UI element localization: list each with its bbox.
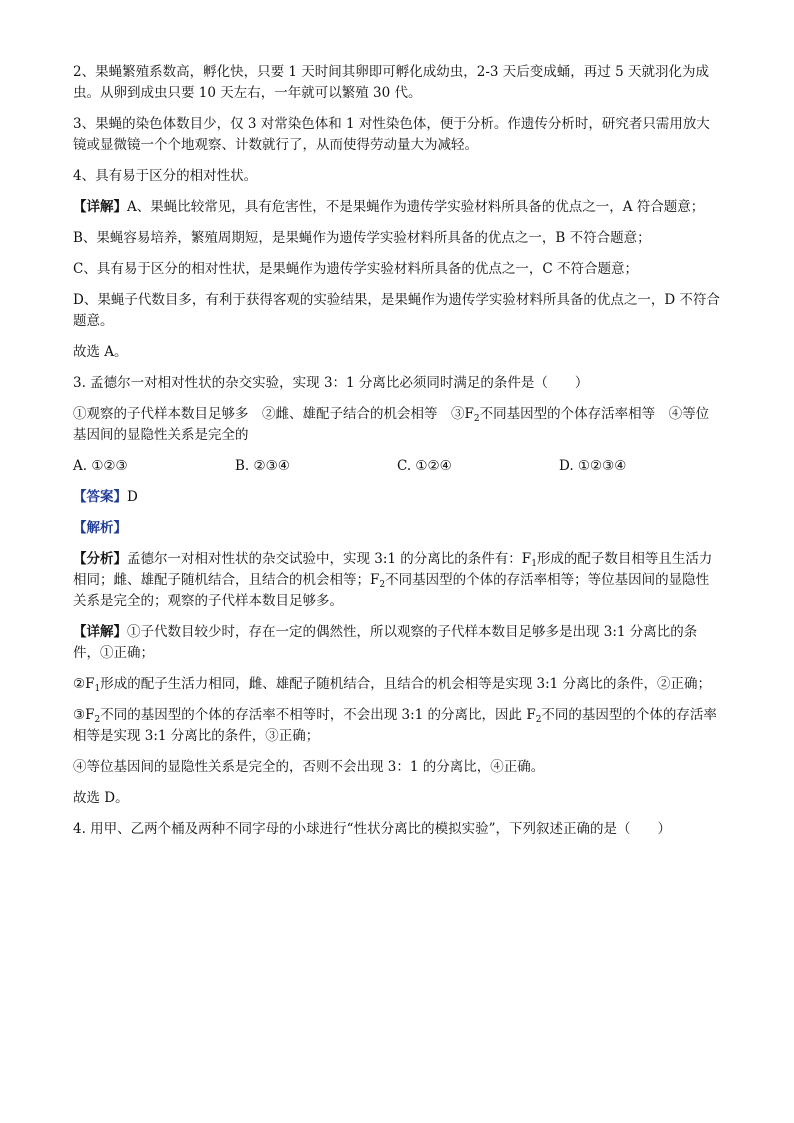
paragraph-fly-traits: 4、具有易于区分的相对性状。 xyxy=(73,168,258,184)
detail-3-text-b: 不同的基因型的个体的存活率不相等时，不会出现 3:1 的分离比，因此 F xyxy=(100,707,536,723)
answer-label: 【答案】 xyxy=(73,489,127,505)
paragraph-detail-c: C、具有易于区分的相对性状，是果蝇作为遗传学实验材料所具备的优点之一，C 不符合题意； xyxy=(73,261,638,277)
question-3-stem: 3. 孟德尔一对相对性状的杂交实验，实现 3：1 分离比必须同时满足的条件是（ ） xyxy=(73,375,589,391)
option-c: C. ①②④ xyxy=(397,458,452,474)
option-a: A. ①②③ xyxy=(73,458,128,474)
paragraph-detail-d: D、果蝇子代数目多，有利于获得客观的实验结果，是果蝇作为遗传学实验材料所具备的优点之一，D 不符合题意。 xyxy=(73,292,720,329)
analysis-label: 【解析】 xyxy=(73,520,127,536)
paragraph-fenxi xyxy=(73,549,721,612)
detail-3-text-a: ③F xyxy=(73,707,95,723)
question-3-conditions xyxy=(73,404,721,446)
xiangjie-label: 【详解】 xyxy=(73,624,127,640)
subscript: 2 xyxy=(94,715,101,725)
subscript: 1 xyxy=(94,684,101,694)
question-3-options xyxy=(73,456,721,477)
detail-2-text-b: 形成的配子生活力相同，雌、雄配子随机结合，且结合的机会相等是实现 3:1 分离比的条件，②正确； xyxy=(100,676,712,692)
analysis-line xyxy=(73,518,721,539)
fenxi-text-c: 不同基因型的个体的存活率相等；等位基因间的显隐性关系是完全的；观察的子代样本数目足够多。 xyxy=(73,572,710,609)
subscript: 2 xyxy=(473,414,480,424)
fenxi-text-a: 孟德尔一对相对性状的杂交试验中，实现 3:1 的分离比的条件有：F xyxy=(127,551,532,567)
paragraph-choose-d: 故选 D。 xyxy=(73,790,129,806)
conditions-text-a: ①观察的子代样本数目足够多 ②雌、雄配子结合的机会相等 ③F xyxy=(73,406,474,422)
detail-1-text: ①子代数目较少时，存在一定的偶然性，所以观察的子代样本数目足够多是出现 3:1 分离比的条件，①正确； xyxy=(73,624,698,661)
paragraph-fly-reproduction: 2、果蝇繁殖系数高，孵化快，只要 1 天时间其卵即可孵化成幼虫，2-3 天后变成蛹，再过 5 天就羽化为成虫。从卵到成虫只要 10 天左右，一年就可以繁殖 30 代。 xyxy=(73,64,709,101)
answer-value: D xyxy=(127,489,138,505)
detail-3-text-c: 不同的基因型的个体的存活率相等是实现 3:1 分离比的条件，③正确； xyxy=(73,707,717,744)
answer-line xyxy=(73,487,721,508)
option-b: B. ②③④ xyxy=(235,458,290,474)
paragraph-detail-4: ④等位基因间的显隐性关系是完全的，否则不会出现 3：1 的分离比，④正确。 xyxy=(73,759,545,775)
subscript: 1 xyxy=(531,559,537,569)
paragraph-detail-b: B、果蝇容易培养，繁殖周期短，是果蝇作为遗传学实验材料所具备的优点之一，B 不符合题意； xyxy=(73,230,651,246)
conditions-text-b: 不同基因型的个体存活率相等 ④等位基因间的显隐性关系是完全的 xyxy=(73,406,710,443)
document-content xyxy=(73,62,721,850)
paragraph-detail-a xyxy=(73,197,721,218)
paragraph-detail-1 xyxy=(73,622,721,664)
detail-label: 【详解】 xyxy=(73,199,127,215)
detail-a-text: A、果蝇比较常见，具有危害性，不是果蝇作为遗传学实验材料所具备的优点之一，A 符合题意； xyxy=(127,199,705,215)
paragraph-fly-chromosomes: 3、果蝇的染色体数目少，仅 3 对常染色体和 1 对性染色体，便于分析。作遗传分析时，研究者只需用放大镜或显微镜一个个地观察、计数就行了，从而使得劳动量大为减轻。 xyxy=(73,116,710,153)
fenxi-label: 【分析】 xyxy=(73,551,127,567)
subscript: 2 xyxy=(535,715,542,725)
paragraph-detail-2 xyxy=(73,674,721,695)
detail-2-text-a: ②F xyxy=(73,676,95,692)
subscript: 2 xyxy=(379,580,386,590)
option-d: D. ①②③④ xyxy=(559,458,627,474)
fenxi-text-b: 形成的配子数目相等且生活力相同；雌、雄配子随机结合，且结合的机会相等；F xyxy=(73,551,713,588)
question-4-stem: 4. 用甲、乙两个桶及两种不同字母的小球进行“性状分离比的模拟实验”，下列叙述正确的是（ ） xyxy=(73,821,671,837)
paragraph-detail-3 xyxy=(73,705,721,747)
paragraph-choose-a: 故选 A。 xyxy=(73,344,128,360)
